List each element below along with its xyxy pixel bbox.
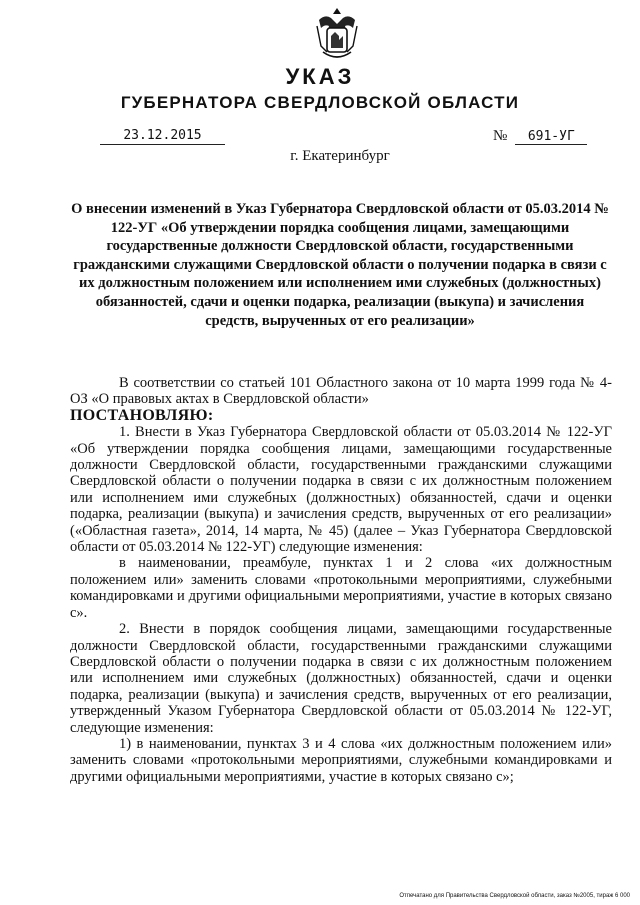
decree-keyword: ПОСТАНОВЛЯЮ: (70, 406, 214, 424)
intro-paragraph: В соответствии со статьей 101 Областного закона от 10 марта 1999 года № 4-ОЗ «О правовых актах в Свердловской области» (70, 375, 612, 408)
document-heading: О внесении изменений в Указ Губернатора Свердловской области от 05.03.2014 № 122-УГ «Об утверждении порядка сообщения лицами, замещающими государственные должности Свердловской области, государственными гражданскими служащими Свердловской области о получении подарка в связи с их должностным положением или исполнением ими служебных (должностных) обязанностей, сдачи и оценки подарка, реализации (выкупа) и зачисления средств, вырученных от его реализации» (71, 201, 609, 329)
decree-date: 23.12.2015 (100, 128, 225, 145)
document-body (70, 375, 612, 785)
body-paragraph-1: 1. Внести в Указ Губернатора Свердловской области от 05.03.2014 № 122-УГ «Об утверждении порядка сообщения лицами, замещающими государственные должности Свердловской области, государственными гражданскими служащими Свердловской области о получении подарка в связи с их должностным положением или исполнением ими служебных (должностных) обязанностей, сдачи и оценки подарка, реализации (выкупа) и зачисления средств, вырученных от его реализации» («Областная газета», 2014, 14 марта, № 45) (далее – Указ Губернатора Свердловской области от 05.03.2014 № 122-УГ) следующие изменения: (70, 424, 612, 556)
decree-number: 691-УГ (515, 129, 587, 145)
body-paragraph-4: 1) в наименовании, пунктах 3 и 4 слова «их должностным положением или» заменить словами «протокольными мероприятиями, служебными командировками и другими официальными мероприятиями, участие в которых связано с»; (70, 735, 612, 785)
decree-issuer: ГУБЕРНАТОРА СВЕРДЛОВСКОЙ ОБЛАСТИ (120, 93, 520, 112)
print-note: Отпечатано для Правительства Свердловской области, заказ №2005, тираж 6 000 (399, 893, 630, 899)
decree-number-block (493, 128, 587, 145)
city-label: г. Екатеринбург (290, 148, 390, 164)
coat-of-arms-icon (313, 6, 361, 62)
body-paragraph-2: в наименовании, преамбуле, пунктах 1 и 2 слова «их должностным положением или» заменить словами «протокольными мероприятиями, служебными командировками и другими официальными мероприятиями, участие в которых связано с». (70, 555, 612, 621)
body-paragraph-3: 2. Внести в порядок сообщения лицами, замещающими государственные должности Свердловской области, государственными гражданскими служащими Свердловской области о получении подарка в связи с их должностным положением или исполнением ими служебных (должностных) обязанностей, сдачи и оценки подарка, реализации (выкупа) и зачисления средств, вырученных от его реализации, утвержденный Указом Губернатора Свердловской области от 05.03.2014 № 122-УГ, следующие изменения: (70, 621, 612, 736)
number-sign: № (493, 128, 508, 144)
decree-title: УКАЗ (285, 64, 355, 89)
